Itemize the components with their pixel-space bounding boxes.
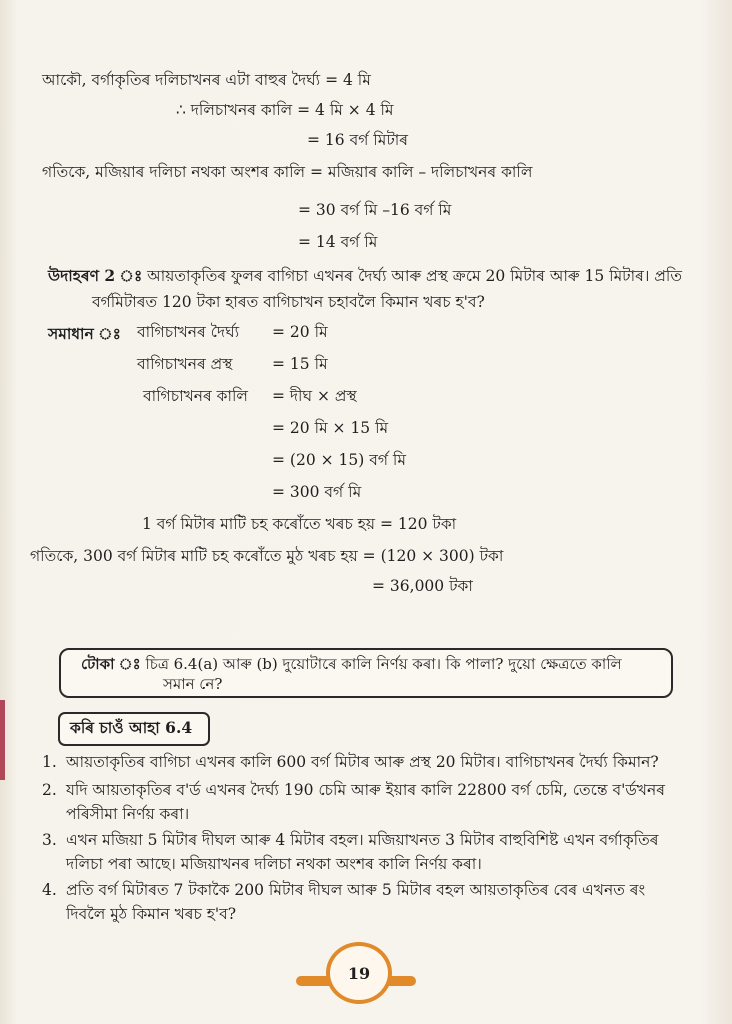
item-number: 3.: [42, 831, 57, 849]
text-line: = 36,000 টকা: [372, 577, 473, 595]
text-line: আকৌ, বৰ্গাকৃতিৰ দলিচাখনৰ এটা বাহুৰ দৈৰ্ঘ্য = 4 মি: [42, 71, 371, 89]
item-number: 2.: [42, 781, 57, 799]
solution-label: সমাধান ঃ: [48, 324, 121, 343]
binding-edge: [0, 700, 5, 780]
text-line: = 30 বৰ্গ মি –16 বৰ্গ মি: [298, 201, 452, 219]
text-line: গতিকে, মজিয়াৰ দলিচা নথকা অংশৰ কালি = মজিয়াৰ কালি – দলিচাখনৰ কালি: [42, 163, 533, 181]
page-number-badge: [296, 940, 416, 1000]
note-line-1: [81, 654, 622, 674]
item-text: দিবলৈ মুঠ কিমান খৰচ হ'ব?: [66, 905, 237, 923]
text-line: = 300 বৰ্গ মি: [272, 483, 362, 501]
text-line: বাগিচাখনৰ কালি: [143, 387, 248, 405]
page-number: 19: [326, 942, 392, 1004]
item-text: পৰিসীমা নিৰ্ণয় কৰা।: [66, 805, 190, 823]
note-line-2: সমান নে?: [163, 675, 223, 693]
text-line: = 20 মি: [272, 323, 328, 341]
item-number: 4.: [42, 881, 57, 899]
note-box: [59, 648, 673, 698]
example-line-2: বৰ্গমিটাৰত 120 টকা হাৰত বাগিচাখন চহাবলৈ কিমান খৰচ হ'ব?: [92, 293, 485, 311]
text-line: = 16 বৰ্গ মিটাৰ: [307, 131, 408, 149]
item-text: আয়তাকৃতিৰ বাগিচা এখনৰ কালি 600 বৰ্গ মিটাৰ আৰু প্ৰস্থ 20 মিটাৰ। বাগিচাখনৰ দৈৰ্ঘ্য কিমান?: [66, 753, 659, 771]
text-line: বাগিচাখনৰ প্ৰস্থ: [137, 355, 233, 373]
note-text: চিত্ৰ 6.4(a) আৰু (b) দুয়োটাৰে কালি নিৰ্ণয় কৰা। কি পালা? দুয়ো ক্ষেত্ৰতে কালি: [145, 655, 622, 673]
note-label: টোকা ঃ: [81, 655, 141, 673]
text-line: = (20 × 15) বৰ্গ মি: [272, 451, 406, 469]
text-line: = দীঘ × প্ৰস্থ: [272, 387, 357, 405]
example-line: [48, 266, 682, 286]
example-label: উদাহৰণ 2 ঃ: [48, 266, 143, 285]
text-line: 1 বৰ্গ মিটাৰ মাটি চহ কৰোঁতে খৰচ হয় = 120 টকা: [142, 515, 457, 533]
item-text: যদি আয়তাকৃতিৰ ব'ৰ্ড এখনৰ দৈৰ্ঘ্য 190 চেমি আৰু ইয়াৰ কালি 22800 বৰ্গ চেমি, তেন্তে ব'ৰ্ডখনৰ: [66, 781, 665, 799]
text-line: বাগিচাখনৰ দৈৰ্ঘ্য: [137, 323, 240, 341]
text-line: = 20 মি × 15 মি: [272, 419, 389, 437]
example-text: আয়তাকৃতিৰ ফুলৰ বাগিচা এখনৰ দৈৰ্ঘ্য আৰু প্ৰস্থ ক্ৰমে 20 মিটাৰ আৰু 15 মিটাৰ। প্ৰতি: [147, 267, 682, 285]
text-line: = 15 মি: [272, 355, 328, 373]
text-line: = 14 বৰ্গ মি: [298, 233, 378, 251]
item-text: এখন মজিয়া 5 মিটাৰ দীঘল আৰু 4 মিটাৰ বহল। মজিয়াখনত 3 মিটাৰ বাহুবিশিষ্ট এখন বৰ্গাকৃতিৰ: [66, 831, 659, 849]
item-text: দলিচা পৰা আছে। মজিয়াখনৰ দলিচা নথকা অংশৰ কালি নিৰ্ণয় কৰা।: [66, 855, 482, 873]
item-number: 1.: [42, 753, 57, 771]
exercise-heading-box: [58, 712, 210, 746]
text-line: ∴ দলিচাখনৰ কালি = 4 মি × 4 মি: [176, 101, 394, 119]
text-line: গতিকে, 300 বৰ্গ মিটাৰ মাটি চহ কৰোঁতে মুঠ খৰচ হয় = (120 × 300) টকা: [30, 547, 504, 565]
exercise-heading: কৰি চাওঁ আহা 6.4: [70, 718, 193, 737]
item-text: প্ৰতি বৰ্গ মিটাৰত 7 টকাকৈ 200 মিটাৰ দীঘল আৰু 5 মিটাৰ বহল আয়তাকৃতিৰ বেৰ এখনত ৰং: [66, 881, 646, 899]
